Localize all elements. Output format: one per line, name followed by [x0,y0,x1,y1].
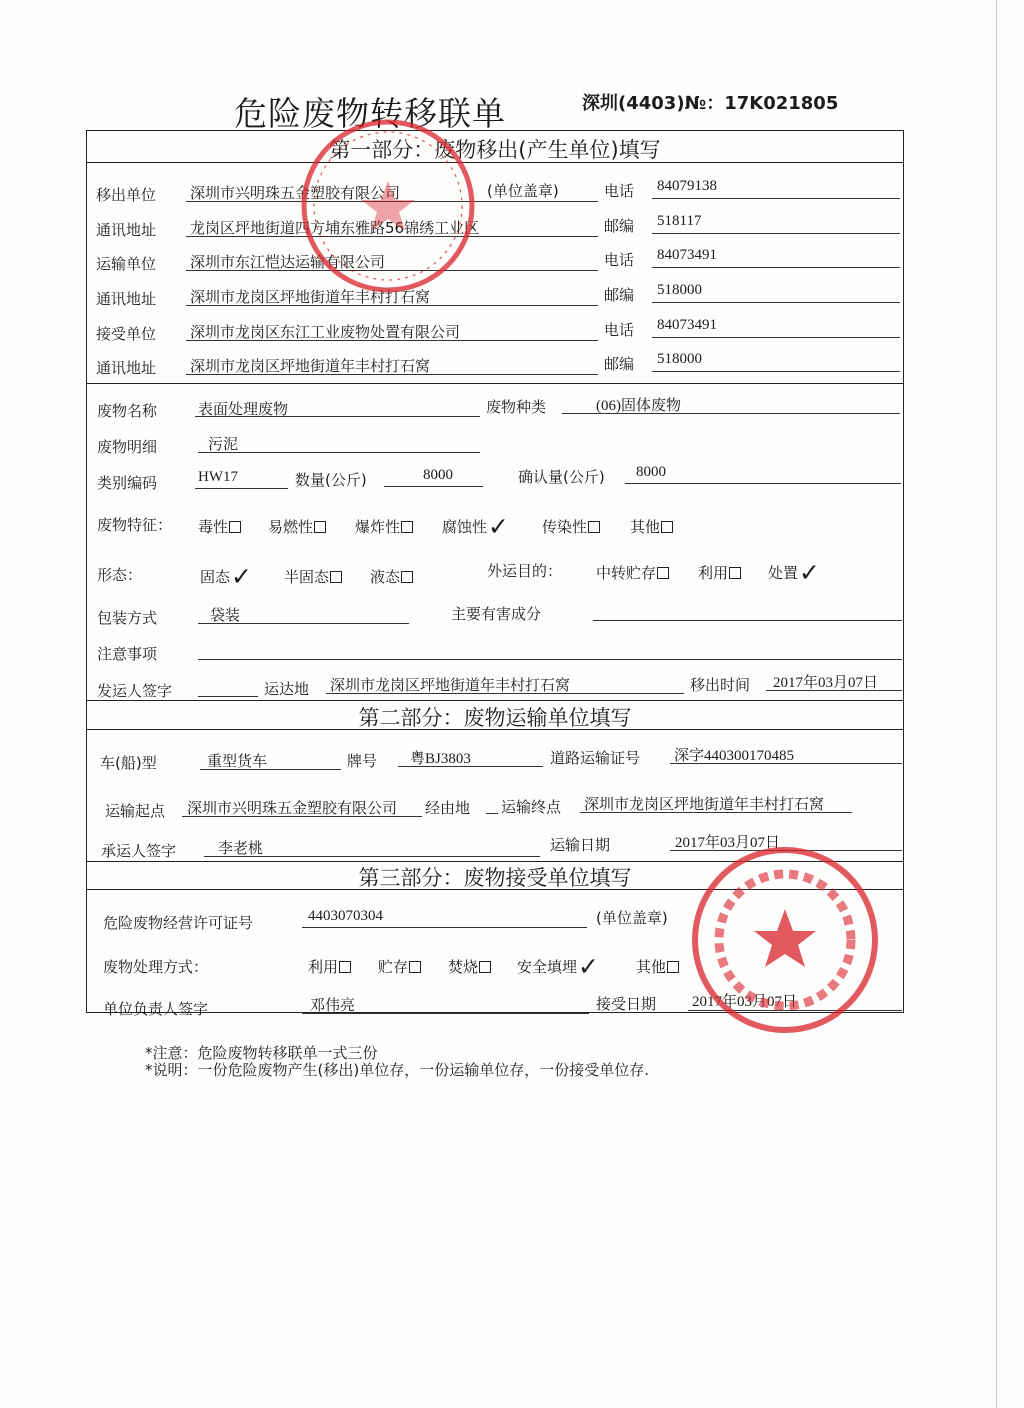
checkbox-box-icon [229,521,241,533]
notes-label: 注意事项 [97,645,158,663]
start-value: 深圳市兴明珠五金塑胶有限公司 [187,801,398,817]
checkbox-option[interactable] [268,516,326,537]
vehicle-label: 车(船)型 [100,754,157,772]
waste-type-value: (06)固体废物 [596,398,681,414]
row-label-2: 电话 [604,182,635,200]
form-state-label: 形态： [97,566,143,584]
packing-label: 包装方式 [97,609,158,627]
checkbox-box-icon [729,567,741,579]
checkbox-label: 爆炸性 [355,518,401,536]
checkmark-icon: ✓ [578,952,599,981]
transport-date-value: 2017年03月07日 [675,835,781,851]
checkbox-label: 处置 [768,564,799,582]
checkbox-box-icon [401,571,413,583]
checkbox-box-icon [401,521,413,533]
row-underline-2 [652,371,900,372]
row-label-2: 邮编 [604,286,635,304]
via-underline [486,813,498,814]
quantity-underline [384,486,483,487]
hazard-label: 主要有害成分 [451,605,542,623]
checkbox-label: 固态 [200,568,231,586]
carrier-sign-underline [204,856,540,857]
row-underline [186,340,598,341]
checkbox-box-icon [409,961,421,973]
part2-top-line [86,700,904,701]
row-value: 龙岗区坪地街道四方埔东雅路56锦绣工业区 [190,219,480,237]
row-label: 通讯地址 [96,359,157,377]
row-value: 深圳市东江恺达运输有限公司 [190,253,386,271]
row-underline [186,305,598,306]
row-value-2: 84073491 [657,247,717,263]
license-value: 4403070304 [308,908,383,924]
checkbox-option[interactable] [596,562,669,583]
license-underline [302,927,587,928]
row-label: 运输单位 [96,255,157,273]
checkbox-label: 中转贮存 [596,564,657,582]
row-underline [186,201,598,202]
row-value-2: 84073491 [657,317,717,333]
checkbox-label: 其他 [636,958,667,976]
checkbox-label: 焚烧 [448,958,479,976]
divider-line [86,383,904,384]
plate-label: 牌号 [347,752,378,770]
checkbox-box-icon [339,961,351,973]
row-label-2: 邮编 [604,217,635,235]
part1-title: 第一部分：废物移出(产生单位)填写 [329,138,661,162]
row-value: 深圳市兴明珠五金塑胶有限公司 [190,184,401,202]
row-value-2: 518117 [657,213,702,229]
receive-date-underline [688,1010,902,1011]
checkbox-option[interactable] [630,516,673,537]
footnote-attention: *注意：危险废物转移联单一式三份 [145,1044,378,1062]
checkbox-label: 传染性 [542,518,588,536]
waste-name-underline [195,416,480,417]
via-label: 经由地 [425,799,471,817]
checkbox-option[interactable] [355,516,413,537]
treatment-method-label: 废物处理方式： [103,958,209,976]
scan-edge [996,0,997,1408]
waste-detail-value: 污泥 [208,437,239,453]
manager-sign-label: 单位负责人签字 [103,1000,209,1018]
checkbox-box-icon [330,571,342,583]
start-underline [182,816,422,817]
out-time-label: 移出时间 [690,676,751,694]
row-seal-note: (单位盖章) [487,182,559,200]
checkbox-box-icon [314,521,326,533]
receive-date-label: 接受日期 [596,995,657,1013]
checkbox-label: 半固态 [284,568,330,586]
checkbox-option[interactable] [200,562,252,591]
checkbox-option[interactable] [636,956,679,977]
row-underline-2 [652,198,900,199]
permit-underline [670,763,902,764]
checkmark-icon: ✓ [488,512,509,541]
row-underline-2 [652,302,900,303]
row-underline-2 [652,233,900,234]
checkbox-box-icon [657,567,669,579]
vehicle-value: 重型货车 [207,754,268,770]
manager-sign-underline [302,1013,589,1014]
checkbox-box-icon [661,521,673,533]
permit-label: 道路运输证号 [550,749,641,767]
checkbox-label: 利用 [698,564,729,582]
waste-detail-label: 废物明细 [97,438,158,456]
seal-note: (单位盖章) [596,909,668,927]
row-label: 通讯地址 [96,290,157,308]
waste-detail-underline [198,452,480,453]
notes-underline [198,659,902,660]
checkbox-box-icon [588,521,600,533]
vehicle-underline [200,769,341,770]
checkbox-option[interactable] [308,956,351,977]
manager-sign-value: 邓伟亮 [310,998,356,1014]
checkbox-box-icon [479,961,491,973]
end-value: 深圳市龙岗区坪地街道年丰村打石窝 [584,797,825,813]
plate-underline [398,766,543,767]
carrier-sign-value: 李老桃 [218,841,264,857]
row-value-2: 84079138 [657,178,717,194]
confirmed-label: 确认量(公斤) [518,468,605,486]
row-label: 通讯地址 [96,221,157,239]
row-label: 移出单位 [96,186,157,204]
row-value: 深圳市龙岗区坪地街道年丰村打石窝 [190,357,431,375]
row-value-2: 518000 [657,282,702,298]
quantity-value: 8000 [423,467,453,483]
row-underline-2 [652,337,900,338]
row-underline-2 [652,267,900,268]
start-label: 运输起点 [105,802,166,820]
checkbox-label: 液态 [370,568,401,586]
checkbox-option[interactable] [542,516,600,537]
checkbox-option[interactable] [448,956,491,977]
part3-title: 第三部分：废物接受单位填写 [358,866,632,890]
checkbox-option[interactable] [378,956,421,977]
checkbox-option[interactable] [198,516,241,537]
hazard-underline [593,620,902,621]
purpose-label: 外运目的： [487,562,563,580]
end-label: 运输终点 [501,798,562,816]
footnote-explanation: *说明：一份危险废物产生(移出)单位存，一份运输单位存，一份接受单位存. [145,1061,649,1079]
features-label: 废物特征： [97,516,173,534]
checkbox-option[interactable] [370,566,413,587]
category-code-value: HW17 [198,469,238,485]
shipper-sign-label: 发运人签字 [97,682,173,700]
row-label-2: 邮编 [604,355,635,373]
row-label: 接受单位 [96,325,157,343]
row-value-2: 518000 [657,351,702,367]
checkbox-box-icon [667,961,679,973]
checkbox-option[interactable] [768,558,820,587]
checkbox-label: 易燃性 [268,518,314,536]
checkmark-icon: ✓ [231,562,252,591]
row-underline [186,374,598,375]
checkbox-option[interactable] [442,512,509,541]
waste-name-value: 表面处理废物 [198,402,289,418]
permit-value: 深字440300170485 [674,748,795,764]
confirmed-value: 8000 [636,464,666,480]
category-code-label: 类别编码 [97,474,158,492]
form-serial-number: 深圳(4403)№：17K021805 [582,93,839,114]
checkbox-label: 利用 [308,958,339,976]
shipper-sign-underline [198,696,258,697]
checkmark-icon: ✓ [799,558,820,587]
transport-date-label: 运输日期 [550,836,611,854]
checkbox-label: 毒性 [198,518,229,536]
packing-value: 袋装 [210,608,241,624]
out-time-value: 2017年03月07日 [773,675,879,691]
checkbox-label: 安全填埋 [517,958,578,976]
checkbox-option[interactable] [517,952,599,981]
checkbox-label: 腐蚀性 [442,518,488,536]
checkbox-label: 贮存 [378,958,409,976]
destination-value: 深圳市龙岗区坪地街道年丰村打石窝 [330,678,571,694]
form-title: 危险废物转移联单 [234,94,506,133]
end-underline [580,812,852,813]
packing-underline [198,623,409,624]
category-code-underline [195,488,288,489]
row-underline [186,236,598,237]
carrier-sign-label: 承运人签字 [101,842,177,860]
destination-label: 运达地 [264,680,310,698]
row-value: 深圳市龙岗区东江工业废物处置有限公司 [190,323,461,341]
waste-type-label: 废物种类 [486,398,547,416]
license-label: 危险废物经营许可证号 [103,914,254,932]
out-time-underline [766,690,902,691]
checkbox-option[interactable] [284,566,342,587]
row-label-2: 电话 [604,251,635,269]
destination-underline [326,693,684,694]
quantity-label: 数量(公斤) [295,471,367,489]
plate-value: 粤BJ3803 [410,751,471,767]
waste-type-underline [562,413,900,414]
waste-name-label: 废物名称 [97,402,158,420]
row-label-2: 电话 [604,321,635,339]
receive-date-value: 2017年03月07日 [692,994,798,1010]
part2-title: 第二部分：废物运输单位填写 [358,706,632,730]
row-underline [186,270,598,271]
transport-date-underline [670,850,902,851]
confirmed-underline [625,483,901,484]
checkbox-option[interactable] [698,562,741,583]
checkbox-label: 其他 [630,518,661,536]
row-value: 深圳市龙岗区坪地街道年丰村打石窝 [190,288,431,306]
